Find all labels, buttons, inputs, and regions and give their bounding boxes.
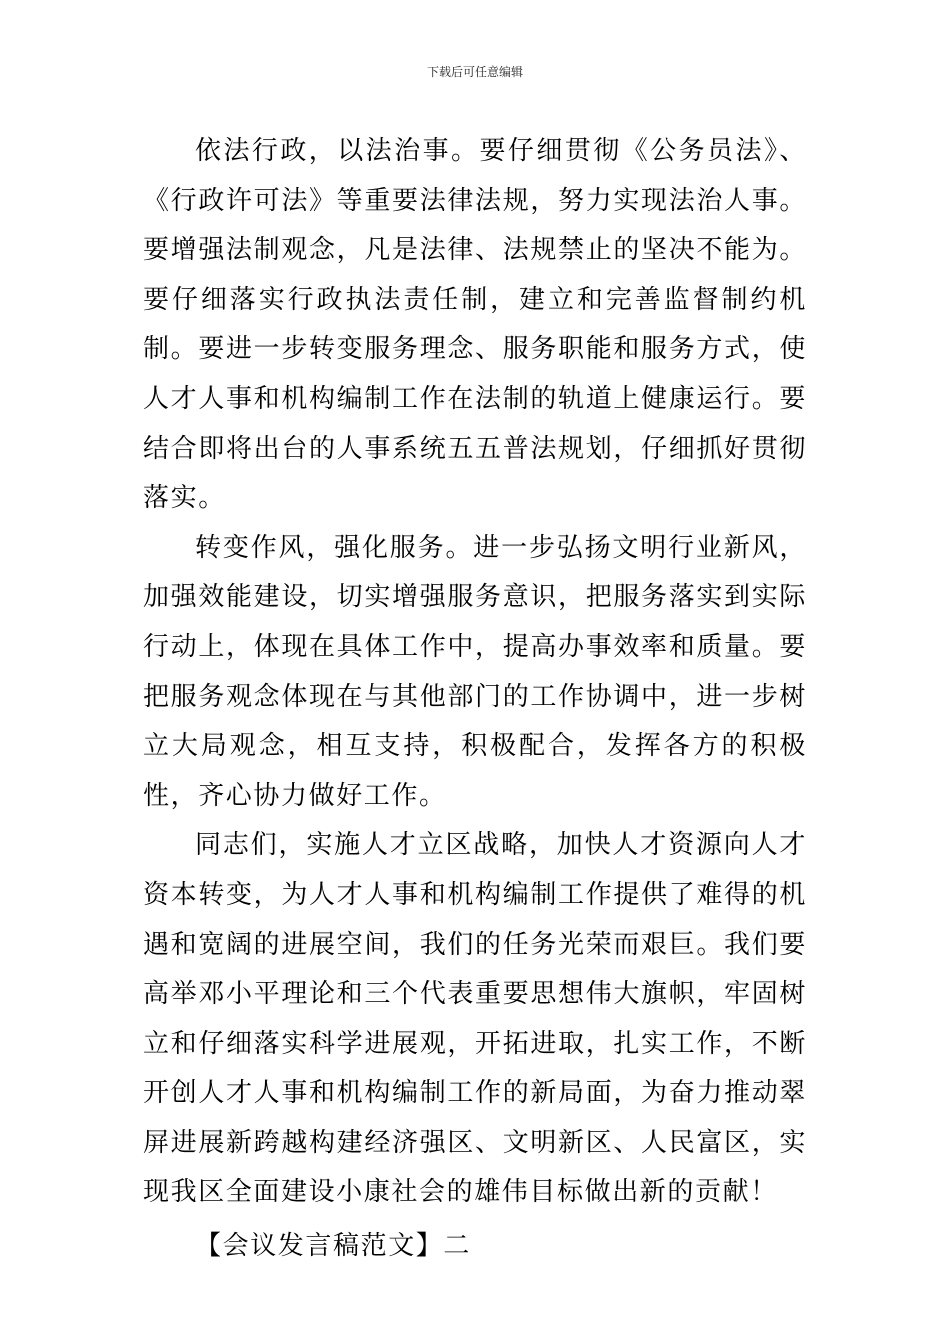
paragraph-closing-remarks: 同志们，实施人才立区战略，加快人才资源向人才资本转变，为人才人事和机构编制工作提供了难得的机遇和宽阔的进展空间，我们的任务光荣而艰巨。我们要高举邓小平理论和三个代表重要思想伟大旗帜，牢固树立和仔细落实科学进展观，开拓进取，扎实工作，不断开创人才人事和机构编制工作的新局面，为奋力推动翠屏进展新跨越构建经济强区、文明新区、人民富区，实现我区全面建设小康社会的雄伟目标做出新的贡献！ [143,830,807,1208]
paragraph-rule-of-law: 依法行政，以法治事。要仔细贯彻《公务员法》、《行政许可法》等重要法律法规，努力实现法治人事。要增强法制观念，凡是法律、法规禁止的坚决不能为。要仔细落实行政执法责任制，建立和完善监督制约机制。要进一步转变服务理念、服务职能和服务方式，使人才人事和机构编制工作在法制的轨道上健康运行。要结合即将出台的人事系统五五普法规划，仔细抓好贯彻落实。 [143,136,807,514]
paragraph-improve-service: 转变作风，强化服务。进一步弘扬文明行业新风，加强效能建设，切实增强服务意识，把服务落实到实际行动上，体现在具体工作中，提高办事效率和质量。要把服务观念体现在与其他部门的工作协调中，进一步树立大局观念，相互支持，积极配合，发挥各方的积极性，齐心协力做好工作。 [143,532,807,811]
document-body [143,127,807,1272]
section-heading: 【会议发言稿范文】二 [195,1231,472,1262]
download-note: 下载后可任意编辑 [426,65,523,79]
